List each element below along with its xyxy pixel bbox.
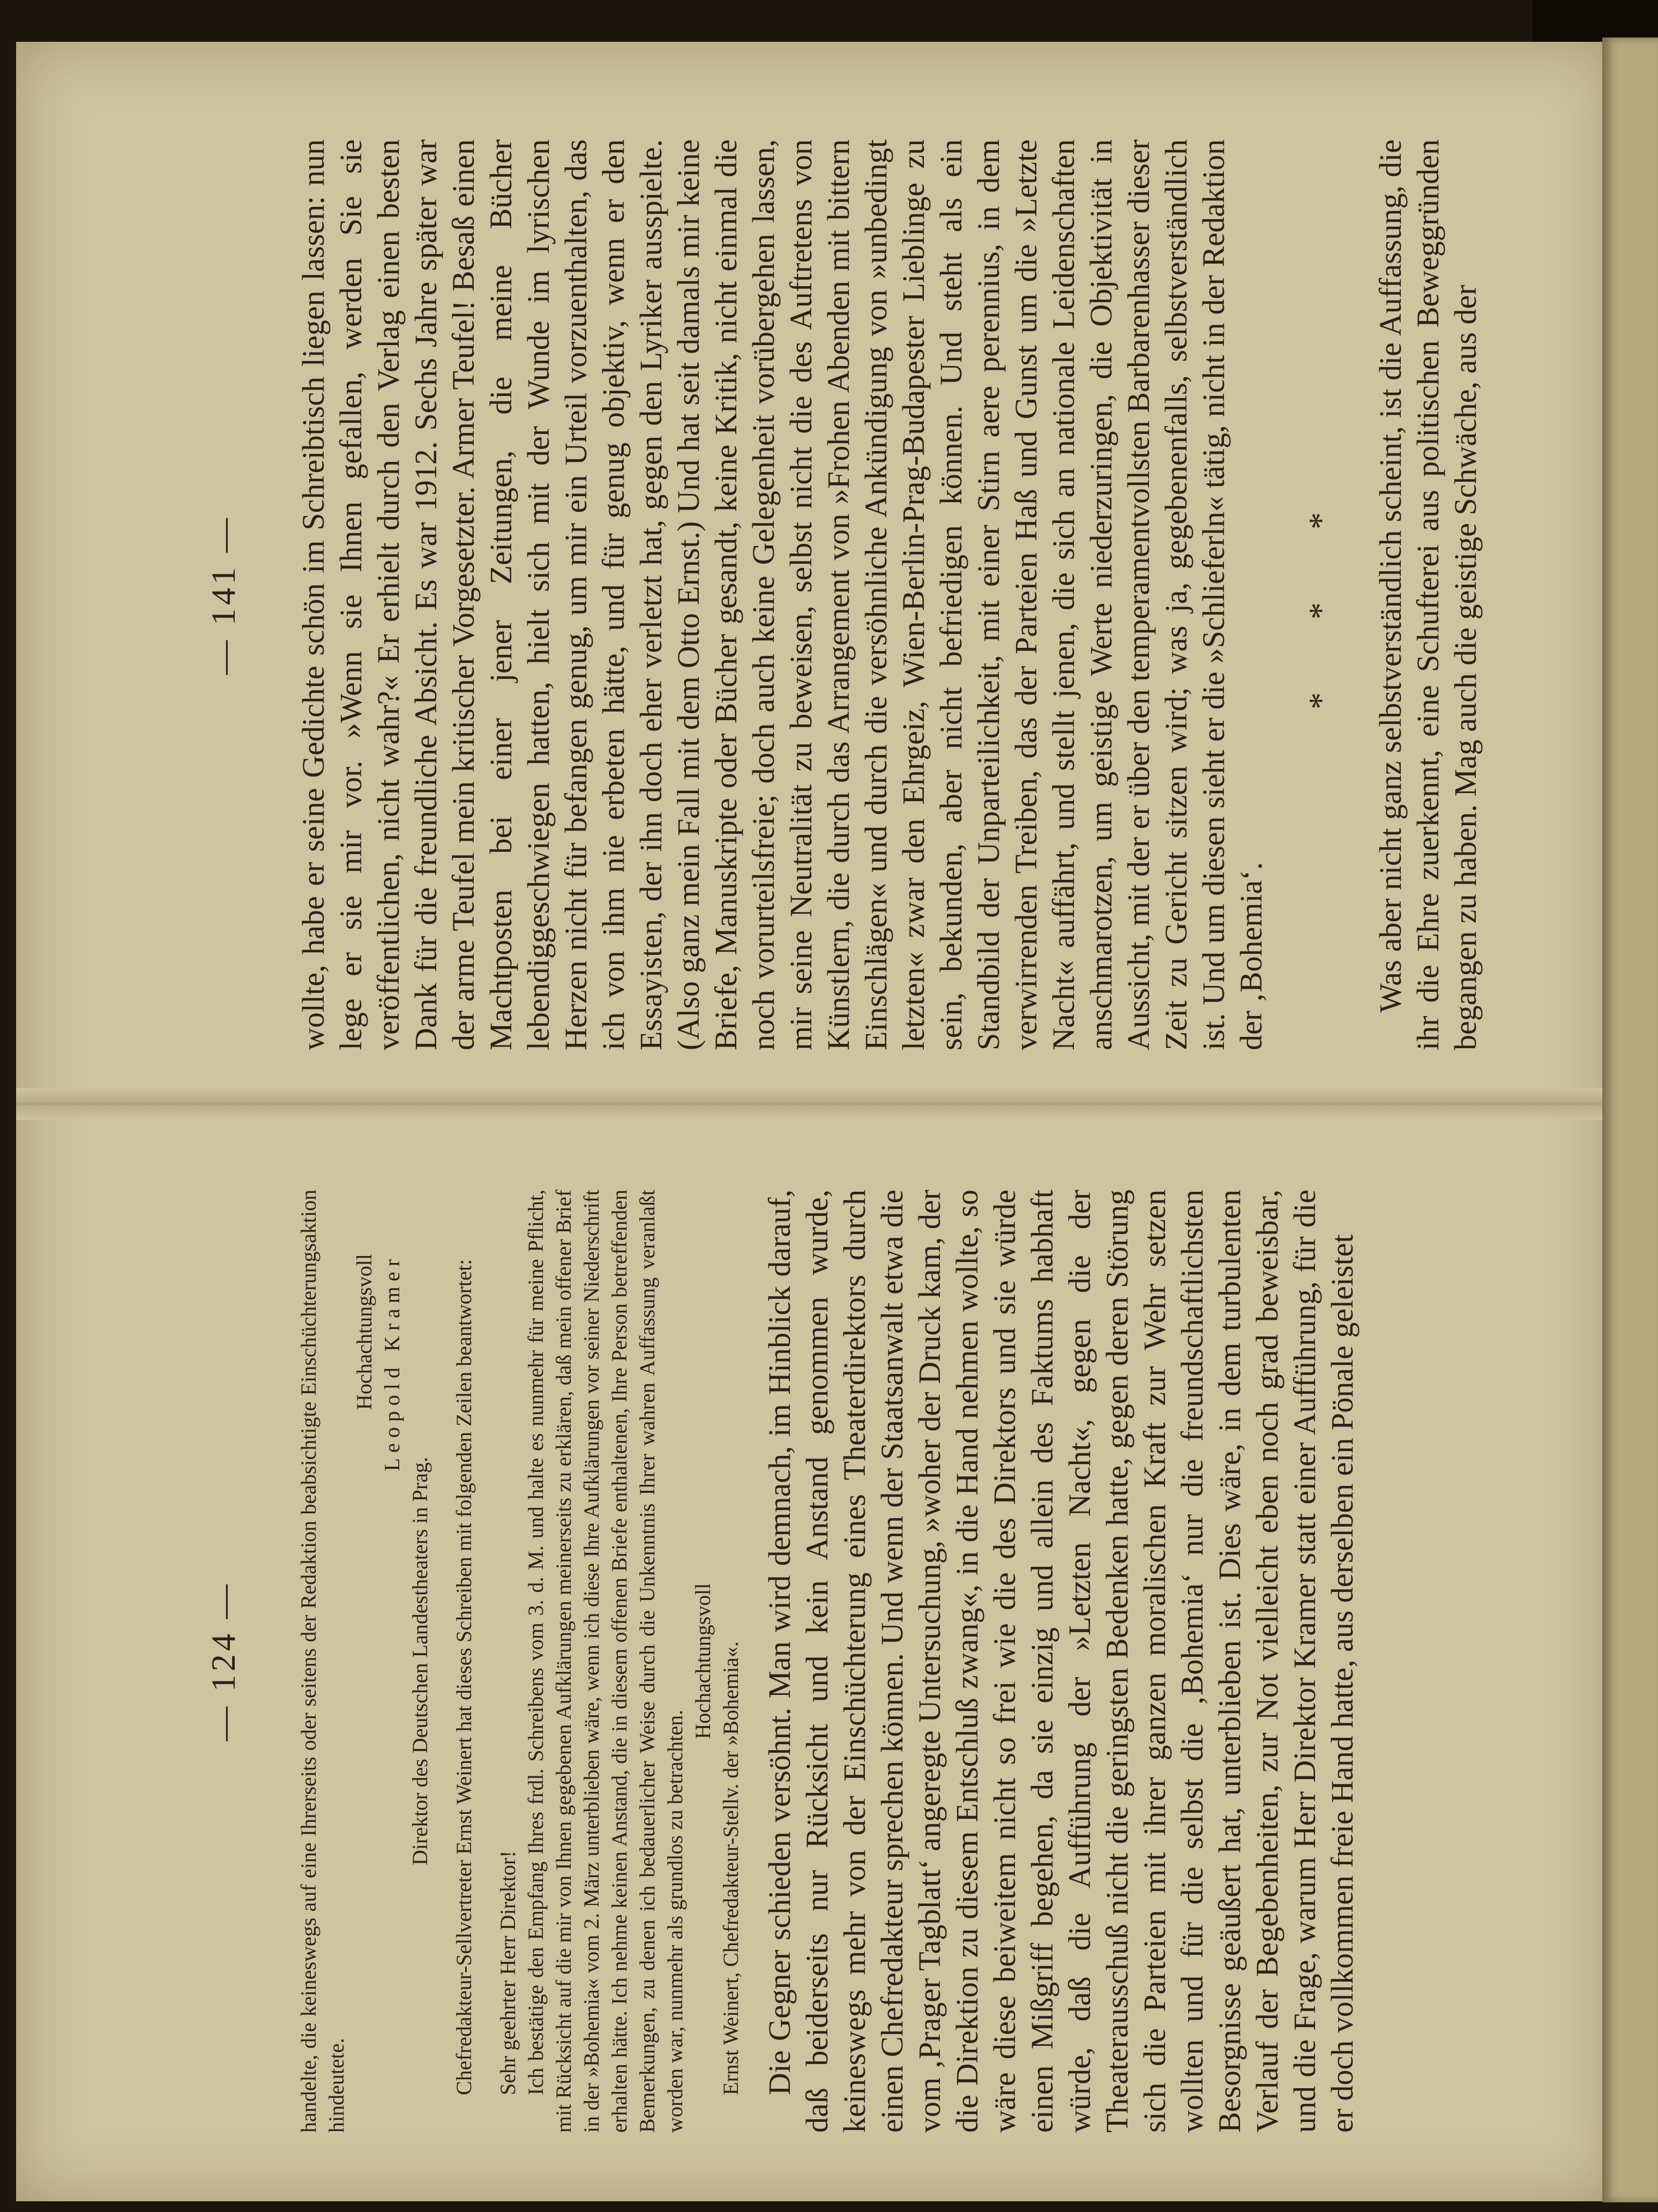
page-141-paragraph-2: Was aber nicht ganz selbstverständlich scheint, ist die Auffassung, die ihr die Ehre zuerkennt, eine Schufterei aus politischen Beweggründen begangen zu haben. Mag auch die geistige Schwäche, aus der	[1373, 139, 1483, 1050]
letter-kramer-closing: Hochachtungsvoll	[352, 1254, 376, 1410]
book-gutter	[16, 1088, 1613, 1120]
page-141-column	[295, 139, 1484, 1050]
page-141-paragraph-1: wollte, habe er seine Gedichte schön im Schreibtisch liegen lassen: nun lege er sie mir vor. »Wenn sie Ihnen gefallen, werden Sie sie veröffentlichen, nicht wahr?« Er erhielt durch den Verlag einen besten Dank für die freundliche Absicht. Es war 1912. Sechs Jahre später war der arme Teufel mein kritischer Vorgesetzter. Armer Teufel! Besaß einen Machtposten bei einer jener Zeitungen, die meine Bücher lebendiggeschwiegen hatten, hielt sich mit der Wunde im lyrischen Herzen nicht für befangen genug, um mir ein Urteil vorzuenthalten, das ich von ihm nie erbeten hätte, und für genug objektiv, wenn er den Essayisten, der ihn doch eher verletzt hat, gegen den Lyriker ausspielte. (Also ganz mein Fall mit dem Otto Ernst.) Und hat seit damals mir keine Briefe, Manuskripte oder Bücher gesandt, keine Kritik, nicht einmal die noch vorurteilsfreie; doch auch keine Gelegenheit vorübergehen lassen, mir seine Neutralität zu beweisen, selbst nicht die des Auftretens von Künstlern, die durch das Arrangement von »Frohen Abenden mit bittern Einschlägen« und durch die versöhnliche Ankündigung von »unbedingt letzten« zwar den Ehrgeiz, Wien-Berlin-Prag-Budapester Lieblinge zu sein, bekunden, aber nicht befriedigen können. Und steht als ein Standbild der Unparteilichkeit, mit einer Stirn aere perennius, in dem verwirrenden Treiben, das der Parteien Haß und Gunst um die »Letzte Nacht« auffährt, und stellt jenen, die sich an nationale Leidenschaften anschmarotzen, um geistige Werte niederzuringen, die Objektivität in Aussicht, mit der er über den temperamentvollsten Barbarenhasser dieser Zeit zu Gericht sitzen wird; was ja, gegebenenfalls, selbstverständlich ist. Und um diesen sieht er die »Schlieferln« tätig, nicht in der Redaktion der ‚Bohemia‘.	[296, 139, 1268, 1050]
page-number-141: — 141 —	[204, 515, 242, 675]
page-124	[204, 1190, 1575, 2133]
letter-kramer	[295, 1190, 745, 2133]
spacer	[434, 1190, 450, 2133]
section-separator: * * *	[1302, 480, 1340, 709]
spacer	[478, 1190, 494, 2133]
letter-intro: Chefredakteur-Sellvertreter Ernst Weinert hat dieses Schreiben mit folgenden Zeilen beantwortet:	[452, 1259, 476, 2095]
letter-weinert-closing: Hochachtungsvoll	[691, 1583, 715, 1739]
letter-weinert-text: Ich bestätige den Empfang Ihres frdl. Schreibens vom 3. d. M. und halte es nunmehr für meine Pflicht, mit Rücksicht auf die mir von Ihnen gegebenen Aufklärungen meinerseits zu erklären, daß mein offener Brief in der »Bohemia« vom 2. März unterblieben wäre, wenn ich diese Ihre Aufklärungen vor seiner Niederschrift erhalten hätte. Ich nehme keinen Anstand, die in diesem offenen Briefe enthaltenen, Ihre Person betreffenden Bemerkungen, zu denen ich bedauerlicher Weise durch die Unkenntnis Ihrer wahren Auffassung veranlaßt worden war, nunmehr als grundlos zu betrachten.	[524, 1190, 687, 2133]
page-number-124: — 124 —	[204, 1581, 242, 1741]
letter-kramer-signature: Leopold Kramer	[380, 1254, 404, 1471]
letter-weinert-signature: Ernst Weinert, Chefredakteur-Stellv. der »Bohemia«.	[719, 1641, 743, 2095]
page-141	[204, 139, 1575, 1050]
page-124-paragraph: Die Gegner schieden versöhnt. Man wird demnach, im Hinblick darauf, daß beiderseits nur Rücksicht und kein Anstand genommen wurde, keineswegs mehr von der Einschüchterung eines Theaterdirektors durch einen Chefredakteur sprechen können. Und wenn der Staatsanwalt etwa die vom ‚Prager Tagblatt‘ angeregte Untersuchung, »woher der Druck kam, der die Direktion zu diesem Entschluß zwang«, in die Hand nehmen wollte, so wäre diese beiweitem nicht so frei wie die des Direktors und sie würde einen Mißgriff begehen, da sie einzig und allein des Faktums habhaft würde, daß die Aufführung der »Letzten Nacht«, gegen die der Theaterausschuß nicht die geringsten Bedenken hatte, gegen deren Störung sich die Parteien mit ihrer ganzen moralischen Kraft zur Wehr setzen wollten und für die selbst die ‚Bohemia‘ nur die freundschaftlichsten Besorgnisse geäußert hat, unterblieben ist. Dies wäre, in dem turbulenten Verlauf der Begebenheiten, zur Not vielleicht eben noch grad beweisbar, und die Frage, warum Herr Direktor Kramer statt einer Aufführung, für die er doch vollkommen freie Hand hatte, aus derselben ein Pönale geleistet	[762, 1190, 1360, 2133]
letter-weinert-salutation: Sehr geehrter Herr Direktor!	[496, 1850, 520, 2095]
page-124-column	[295, 1190, 1361, 2133]
spacer	[745, 1190, 761, 2133]
page-edge	[1602, 38, 1658, 2202]
letter-kramer-text: handelte, die keineswegs auf eine Ihrerseits oder seitens der Redaktion beabsichtigte Einschüchterungsaktion hindeutete.	[296, 1190, 348, 2133]
letter-kramer-role: Direktor des Deutschen Landestheaters in Prag.	[408, 1457, 432, 1865]
